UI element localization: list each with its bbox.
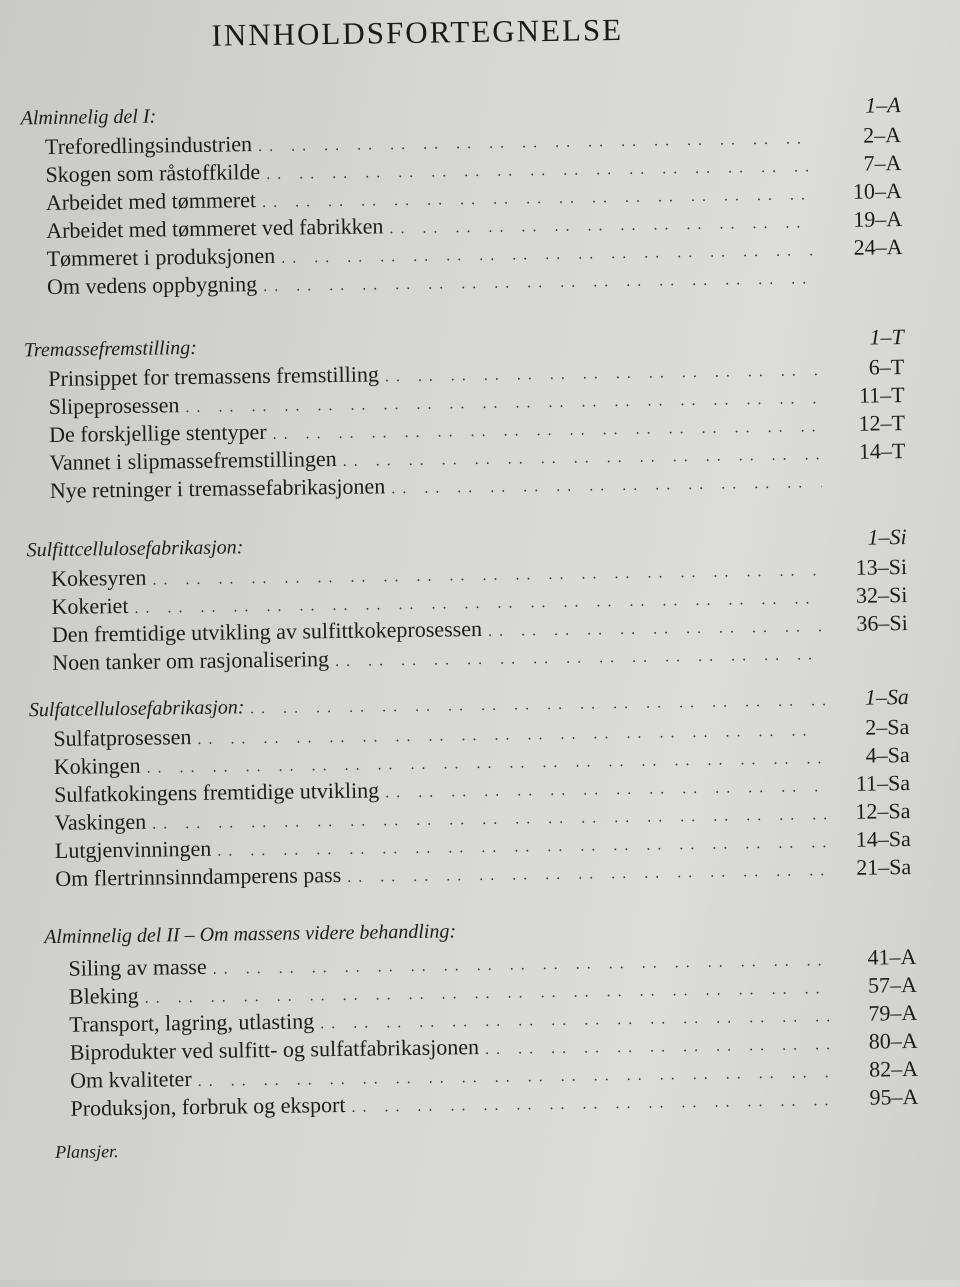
entry-label: Kokesyren <box>50 564 147 591</box>
dot-leader <box>385 362 821 386</box>
section-page-ref: 1–T <box>869 324 904 350</box>
entry-label: De forskjellige stentyper <box>48 418 267 447</box>
entry-label: Transport, lagring, utlasting <box>69 1008 315 1037</box>
plates-note: Plansjer. <box>54 1141 119 1162</box>
section-page-ref <box>838 931 916 932</box>
entry-label: Noen tanker om rasjonalisering <box>52 646 330 675</box>
entry-label: Prinsippet for tremassens fremstilling <box>48 361 380 392</box>
dot-leader <box>203 345 820 354</box>
entry-page-ref: 2–Sa <box>865 714 910 740</box>
entry-page-ref: 11–T <box>858 382 905 408</box>
entry-page-ref: 79–A <box>868 999 918 1026</box>
entry-page-ref: 14–Sa <box>855 826 911 852</box>
entry-label: Om vedens oppbygning <box>46 271 258 300</box>
entry-label: Den fremtidige utvikling av sulfittkokeprosessen <box>51 615 483 647</box>
section-heading-label: Sulfatcellulosefabrikasjon: <box>28 696 245 722</box>
entry-label: Sulfatprosessen <box>53 724 192 751</box>
dot-leader <box>385 778 826 802</box>
section-heading-label: Sulfittcellulosefabrikasjon: <box>26 536 244 562</box>
entry-page-ref: 13–Si <box>855 554 908 580</box>
toc-section-sulfittcellulose <box>27 524 909 678</box>
entry-page-ref: 82–A <box>868 1055 919 1082</box>
dot-leader <box>391 474 822 498</box>
dot-leader <box>162 113 816 122</box>
entry-page-ref: 95–A <box>869 1083 919 1110</box>
entry-page-ref: 10–A <box>852 178 902 204</box>
entry-label: Arbeidet med tømmeret ved fabrikken <box>46 213 384 244</box>
entry-label: Kokingen <box>53 752 141 779</box>
section-heading-label: Alminnelig del I: <box>20 105 157 130</box>
entry-label: Om flertrinnsinndamperens pass <box>55 861 342 891</box>
entry-page-ref: 57–A <box>867 971 918 998</box>
dot-leader <box>462 932 832 937</box>
section-page-ref: 1–Si <box>867 524 907 550</box>
dot-leader <box>485 1036 834 1059</box>
entry-label: Biprodukter ved sulfitt- og sulfatfabrikasjonen <box>69 1034 480 1065</box>
entry-label: Vannet i slipmassefremstillingen <box>49 445 337 475</box>
section-heading-label: Alminnelig del II – Om massens videre behandling: <box>43 920 457 949</box>
entry-page-ref: 4–Sa <box>865 742 910 768</box>
entry-page-ref <box>830 658 908 659</box>
entry-label: Sulfatkokingens fremtidige utvikling <box>53 777 380 807</box>
entry-page-ref: 80–A <box>868 1027 918 1054</box>
entry-page-ref: 7–A <box>863 150 902 176</box>
toc-section-alminnelig-del-2 <box>44 914 919 1124</box>
entry-page-ref: 11–Sa <box>855 770 911 796</box>
entry-page-ref: 12–Sa <box>855 798 911 824</box>
entry-label: Skogen som råstoffkilde <box>45 159 261 188</box>
entry-label: Produksjon, forbruk og eksport <box>70 1091 346 1121</box>
entry-page-ref: 2–A <box>862 122 902 148</box>
entry-label: Kokeriet <box>51 592 129 619</box>
entry-page-ref: 19–A <box>853 206 903 232</box>
dot-leader <box>389 214 818 238</box>
entry-page-ref: 32–Si <box>855 582 908 608</box>
entry-label: Bleking <box>68 982 139 1009</box>
entry-page-ref: 21–Sa <box>856 854 912 880</box>
page-title: INNHOLDSFORTEGNELSE <box>211 11 624 53</box>
entry-page-ref: 14–T <box>858 438 906 464</box>
entry-page-ref: 41–A <box>867 943 917 970</box>
entry-label: Vaskingen <box>54 808 147 835</box>
section-page-ref: 1–Sa <box>864 684 910 710</box>
entry-page-ref <box>828 486 906 487</box>
entry-page-ref <box>825 282 903 283</box>
toc-section-sulfatcellulose <box>29 684 912 894</box>
dot-leader <box>351 1092 834 1117</box>
entry-label: Nye retninger i tremassefabrikasjonen <box>49 473 386 503</box>
dot-leader <box>335 646 824 671</box>
entry-label: Siling av masse <box>68 953 207 981</box>
dot-leader <box>249 545 822 553</box>
section-page-ref: 1–A <box>864 92 901 118</box>
entry-label: Arbeidet med tømmeret <box>45 187 257 216</box>
dot-leader <box>263 270 819 296</box>
entry-page-ref: 6–T <box>868 354 905 380</box>
toc-section-tremassefremstilling <box>24 324 906 506</box>
entry-label: Slipeprosessen <box>48 392 180 419</box>
entry-label: Tømmeret i produksjonen <box>46 242 276 272</box>
entry-page-ref: 24–A <box>853 234 903 260</box>
entry-label: Treforedlingsindustrien <box>44 131 253 160</box>
dot-leader <box>250 692 825 718</box>
dot-leader <box>347 862 827 887</box>
entry-page-ref: 12–T <box>858 410 906 436</box>
dot-leader <box>488 618 824 641</box>
entry-label: Om kvaliteter <box>69 1066 192 1093</box>
section-heading-label: Tremassefremstilling: <box>23 336 198 362</box>
toc-section-alminnelig-del-1 <box>20 92 903 302</box>
entry-label: Lutgjenvinningen <box>54 835 212 863</box>
entry-page-ref: 36–Si <box>856 610 908 636</box>
dot-leader <box>343 446 822 471</box>
